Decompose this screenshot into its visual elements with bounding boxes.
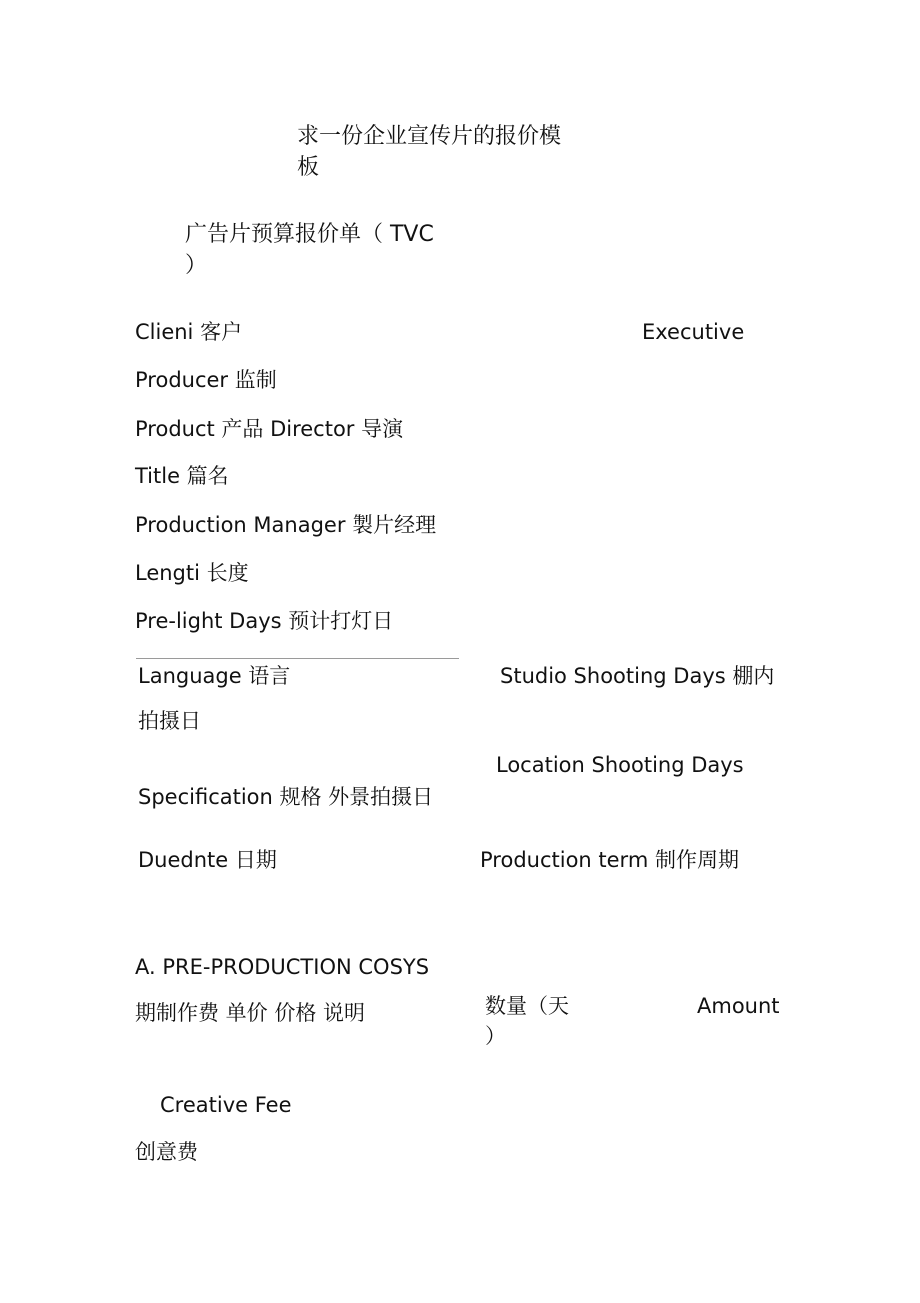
divider-line [136,658,459,659]
field-executive: Executive [642,320,745,344]
field-length: Lengti 长度 [135,561,249,585]
field-due-date: Duednte 日期 [138,848,277,872]
field-title: Title 篇名 [135,464,229,488]
document-title-line2: 板 [297,155,320,180]
document-title-line1: 求一份企业宣传片的报价模 [297,124,562,149]
field-language: Language 语言 [138,664,291,688]
quote-sheet-title-line1: 广告片预算报价单（ TVC [185,222,434,247]
creative-fee-label-en: Creative Fee [160,1093,292,1117]
column-amount: Amount [697,994,780,1018]
field-production-manager: Production Manager 製片经理 [135,513,437,537]
field-production-term: Production term 制作周期 [480,848,739,872]
field-specification: Specification 规格 外景拍摄日 [138,785,434,809]
creative-fee-label-cn: 创意费 [135,1140,198,1164]
column-quantity-line2: ） [485,1024,506,1048]
section-a-heading: A. PRE-PRODUCTION COSYS [135,955,430,979]
field-producer: Producer 监制 [135,368,277,392]
section-a-column-labels: 期制作费 单价 价格 说明 [135,1001,366,1025]
field-studio-shooting-days-cont: 拍摄日 [138,709,201,733]
column-quantity-line1: 数量（天 [485,994,569,1018]
field-location-shooting-days: Location Shooting Days [496,753,744,777]
field-product-director: Product 产品 Director 导演 [135,417,404,441]
field-studio-shooting-days: Studio Shooting Days 棚内 [500,664,775,688]
field-client: Clieni 客户 [135,320,243,344]
quote-sheet-title-line2: ） [185,253,208,278]
field-prelight-days: Pre-light Days 预计打灯日 [135,609,394,633]
